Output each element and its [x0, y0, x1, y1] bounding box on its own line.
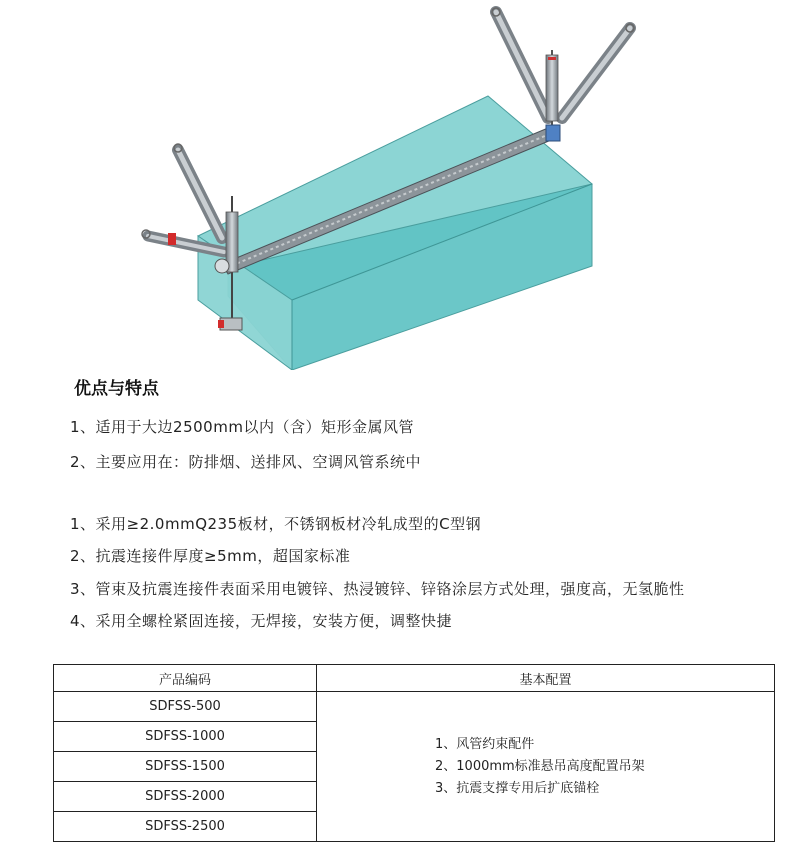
product-code-cell: SDFSS-1500	[54, 752, 317, 782]
left-brace-upper-icon	[174, 144, 222, 238]
config-line-3: 3、抗震支撑专用后扩底锚栓	[435, 780, 600, 796]
header-product-code: 产品编码	[54, 665, 317, 692]
right-brace-right-icon	[562, 24, 634, 118]
product-spec-table	[53, 664, 775, 842]
spec-line-1: 1、采用≥2.0mmQ235板材，不锈钢板材冷轧成型的C型钢	[70, 515, 482, 533]
spec-line-3: 3、管束及抗震连接件表面采用电镀锌、热浸镀锌、锌铬涂层方式处理，强度高，无氢脆性	[70, 580, 685, 598]
basic-config-cell	[317, 692, 775, 842]
spec-line-4: 4、采用全螺栓紧固连接，无焊接，安装方便，调整快捷	[70, 612, 453, 630]
table-row	[54, 692, 775, 722]
product-code-cell: SDFSS-1000	[54, 722, 317, 752]
table-header-row	[54, 665, 775, 692]
product-code-cell: SDFSS-2500	[54, 812, 317, 842]
product-code-cell: SDFSS-2000	[54, 782, 317, 812]
spec-line-2: 2、抗震连接件厚度≥5mm，超国家标准	[70, 547, 351, 565]
product-code-cell: SDFSS-500	[54, 692, 317, 722]
header-basic-config: 基本配置	[317, 665, 775, 692]
application-line-1: 1、适用于大边2500mm以内（含）矩形金属风管	[70, 418, 414, 436]
features-title: 优点与特点	[74, 379, 159, 399]
application-line-2: 2、主要应用在：防排烟、送排风、空调风管系统中	[70, 453, 422, 471]
right-brace-left-icon	[492, 8, 548, 118]
config-line-2: 2、1000mm标准悬吊高度配置吊架	[435, 758, 645, 774]
config-line-1: 1、风管约束配件	[435, 736, 535, 752]
duct-bracket-illustration	[0, 0, 800, 370]
